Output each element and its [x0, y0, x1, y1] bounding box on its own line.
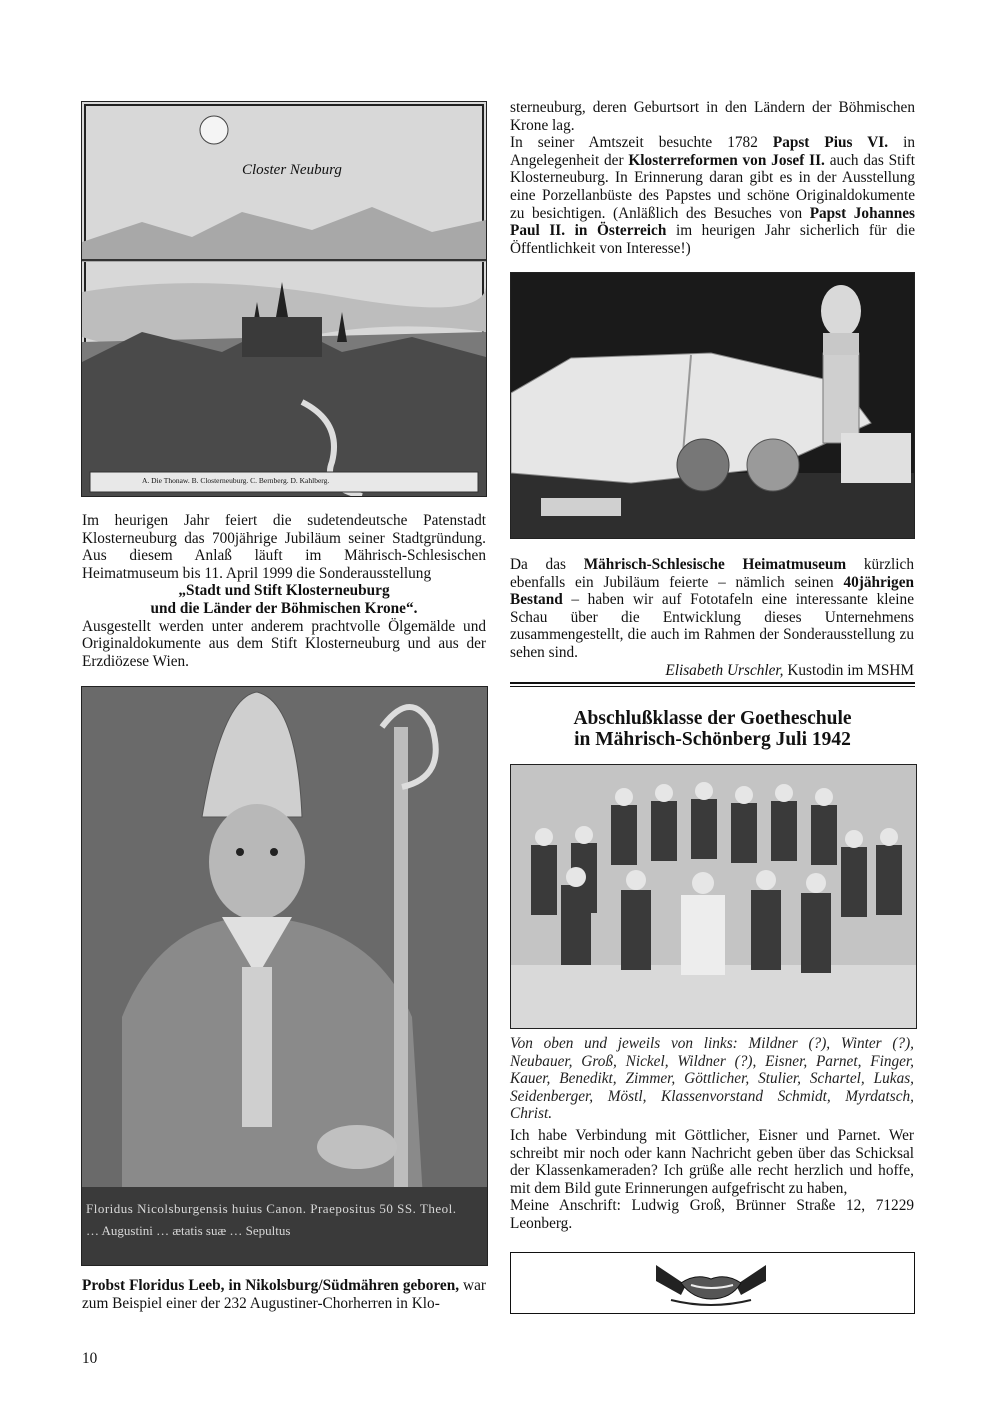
exhibition-title-line2: und die Länder der Böhmischen Krone“.	[150, 599, 418, 617]
class-photo	[510, 764, 917, 1029]
portrait-painting	[81, 686, 488, 1266]
intro-paragraph: Im heurigen Jahr feiert die sudetendeutsche Patenstadt Klosterneuburg das 700jährige Jubiläum seiner Stadtgründung. Aus diesem Anlaß läuft im Mährisch-Schlesischen Heimatmuseum bis 11. April 1999 die Sonderausstellung	[82, 512, 486, 582]
class-heading	[510, 708, 915, 750]
portrait-caption: Probst Floridus Leeb, in Nikolsburg/Südmähren geboren, war zum Beispiel einer der 232 Augustiner-Chorherren in Klo-	[82, 1277, 486, 1312]
museum-anniversary-text	[510, 556, 914, 679]
top-right-text	[510, 99, 915, 257]
engraving-legend: A. Die Thonaw. B. Closterneuburg. C. Bernberg. D. Kahlberg.	[142, 476, 330, 485]
paragraph-pope-visit: In seiner Amtszeit besuchte 1782 Papst Pius VI. in Angelegenheit der Klosterreformen von Josef II. auch das Stift Klosterneuburg. In Erinnerung daran gibt es in der Ausstellung eine Porzellanbüste des Papstes und schöne Originaldokumente zu besichtigen. (Anläßlich des Besuches von Papst Johannes Paul II. in Österreich im heurigen Jahr sicherlich für die Öffentlichkeit von Interesse!)	[510, 134, 915, 257]
intro-text	[82, 512, 486, 670]
sender-address: Meine Anschrift: Ludwig Groß, Brünner Straße 12, 71229 Leonberg.	[510, 1197, 914, 1232]
exhibit-photo	[510, 272, 915, 539]
portrait-inscription-line2: … Augustini … ætatis suæ … Sepultus	[86, 1223, 291, 1238]
museum-paragraph: Da das Mährisch-Schlesische Heimatmuseum kürzlich ebenfalls ein Jubiläum feierte – nämlich seinen 40jährigen Bestand – haben wir auf Fototafeln eine interessante kleine Schau über die Entwicklung dieses Unternehmens zusammengestellt, die auch im Rahmen der Sonderausstellung zu sehen sind.	[510, 556, 914, 661]
exhibition-title-line1: „Stadt und Stift Klosterneuburg	[178, 582, 390, 600]
portrait-inscription-line1: Floridus Nicolsburgensis huius Canon. Praepositus 50 SS. Theol.	[86, 1201, 457, 1216]
intro-paragraph-2: Ausgestellt werden unter anderem prachtvolle Ölgemälde und Originaldokumente aus dem Stift Klosterneuburg und aus der Erzdiözese Wien.	[82, 617, 486, 670]
section-divider-thin	[510, 686, 915, 687]
page-number: 10	[82, 1350, 98, 1367]
class-heading-line1: Abschlußklasse der Goetheschule	[573, 708, 852, 729]
class-heading-line2: in Mährisch-Schönberg Juli 1942	[574, 729, 851, 750]
engraving-klosterneuburg	[81, 101, 487, 497]
class-names-caption: Von oben und jeweils von links: Mildner (?), Winter (?), Neubauer, Groß, Nickel, Wildner (?), Eisner, Parnet, Finger, Kauer, Benedikt, Zimmer, Göttlicher, Stulier, Schartel, Lukas, Seidenberger, Möstl, Klassenvorstand Schmidt, Myrdatsch, Christ.	[510, 1035, 914, 1123]
handshake-icon	[651, 1255, 771, 1311]
author-signature: Elisabeth Urschler, Kustodin im MSHM	[665, 661, 914, 679]
reader-letter	[510, 1127, 914, 1233]
paragraph-birthplace: sterneuburg, deren Geburtsort in den Ländern der Böhmischen Krone lag.	[510, 99, 915, 134]
section-divider	[510, 682, 915, 684]
handshake-box	[510, 1252, 915, 1314]
engraving-title: Closter Neuburg	[242, 162, 342, 178]
letter-body: Ich habe Verbindung mit Göttlicher, Eisner und Parnet. Wer schreibt mir noch oder kann Nachricht geben über das Schicksal der Klassenkameraden? Ich grüße alle recht herzlich und hoffe, mit dem Bild gute Erinnerungen aufgefrischt zu haben,	[510, 1127, 914, 1197]
